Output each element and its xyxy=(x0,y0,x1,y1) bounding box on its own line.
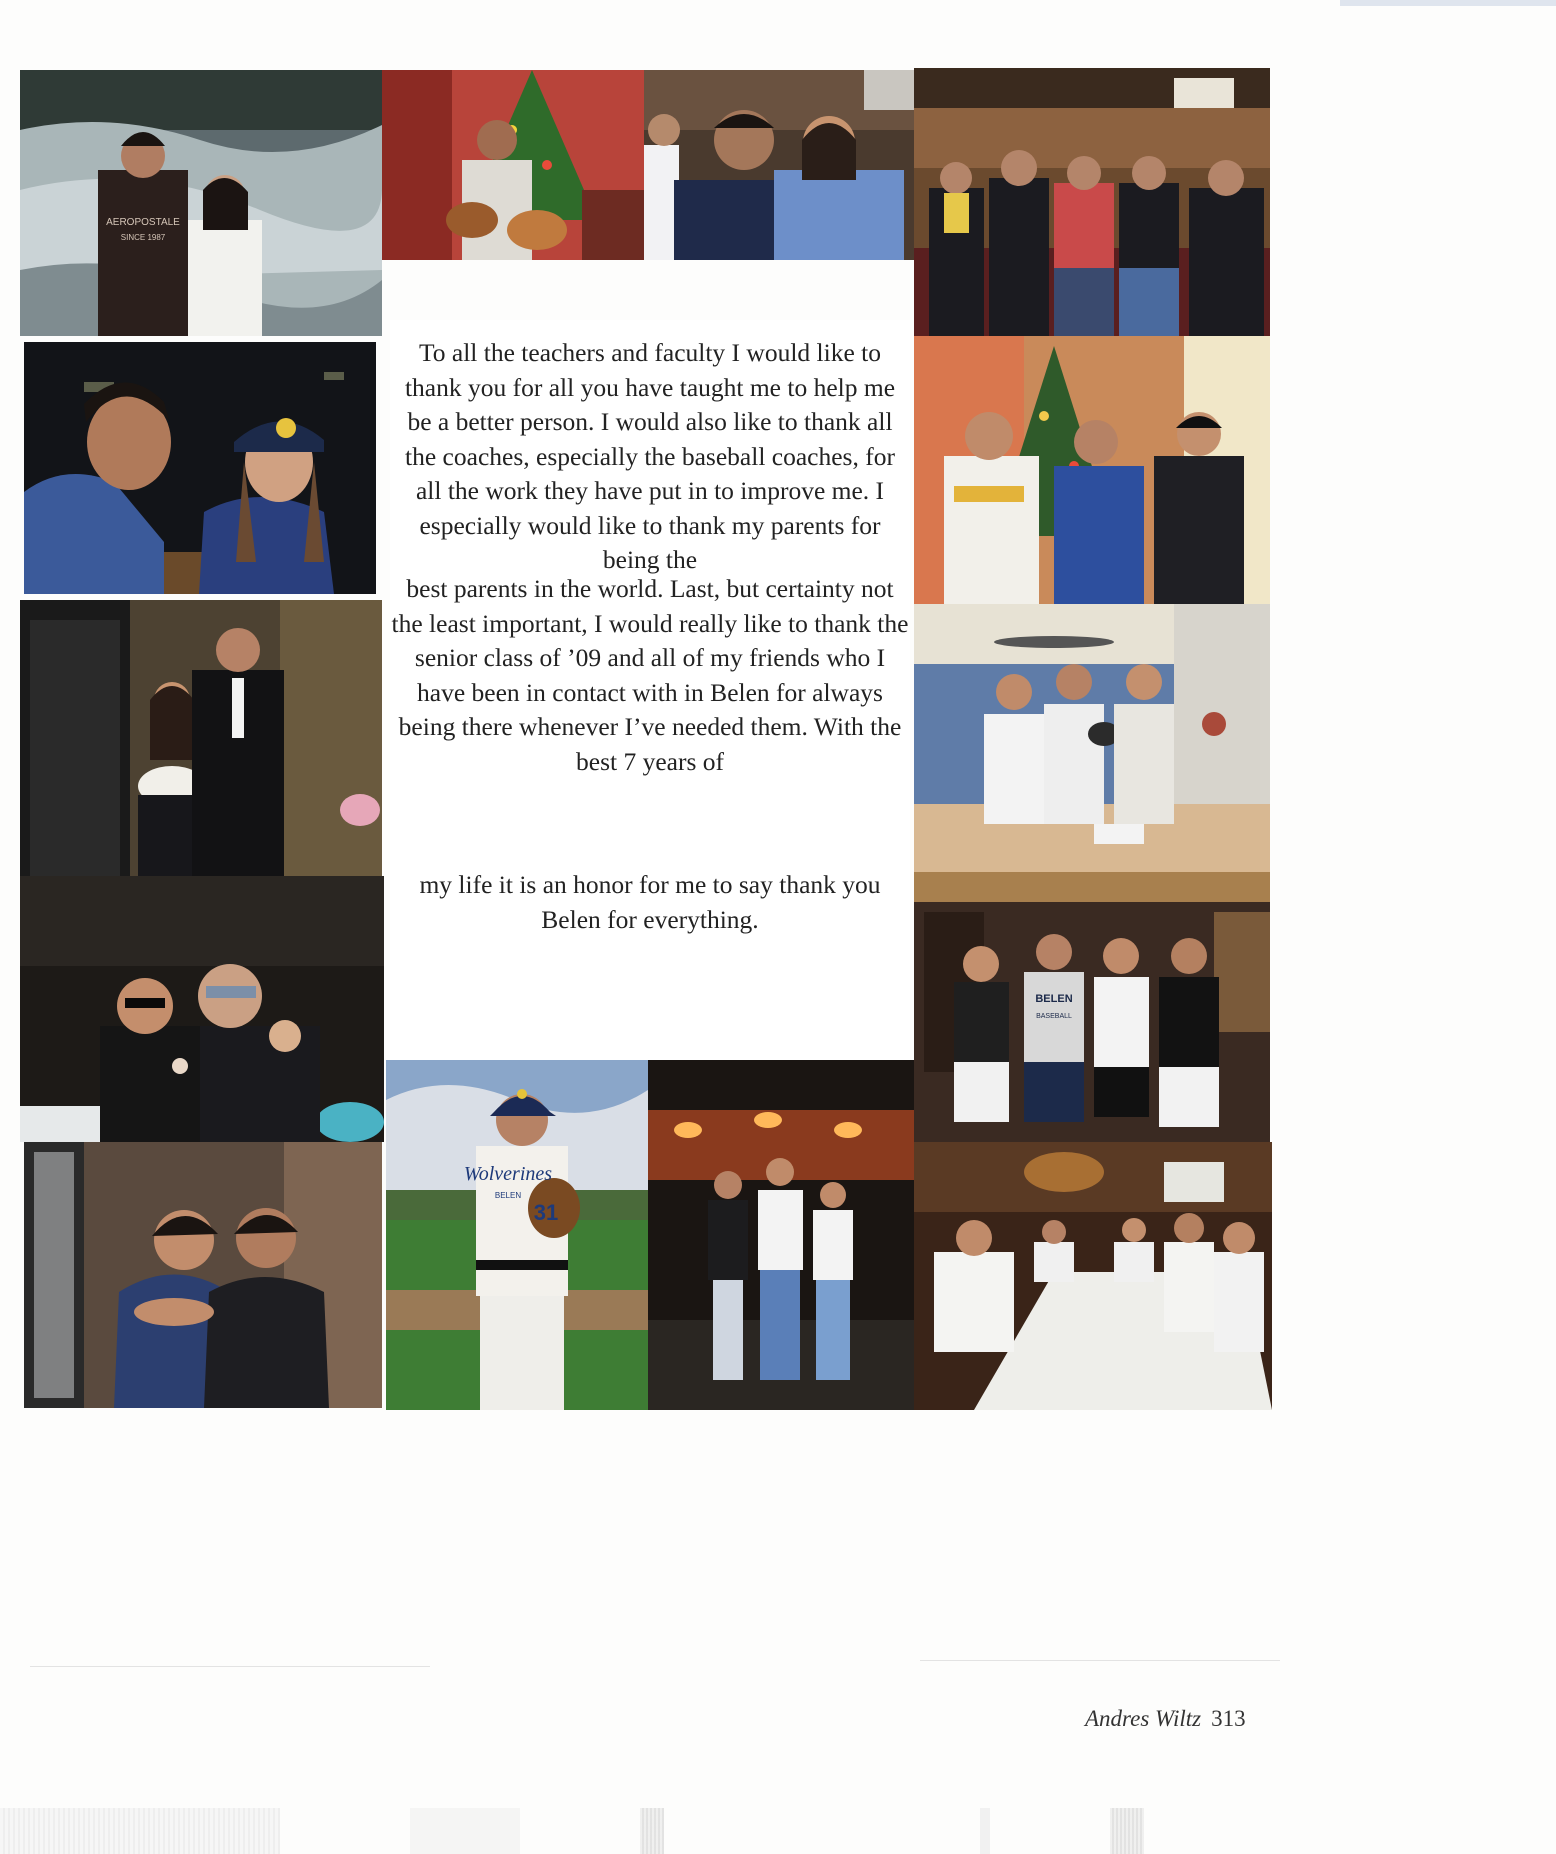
photo-baseball-player xyxy=(386,1060,648,1410)
baseball-shirt-sub-text: BASEBALL xyxy=(1036,1013,1072,1020)
photo-formal-couple xyxy=(20,600,382,876)
scan-edge xyxy=(1340,0,1556,6)
tribute-paragraph-1: To all the teachers and faculty I would like to thank you for all you have taught me to help me be a better person. I would also like to thank all the coaches, especially the baseball coaches, for all the work they have put in to improve me. I especially would like to thank my parents for being the xyxy=(404,338,896,574)
page-number: 313 xyxy=(1211,1706,1246,1731)
scan-artifact xyxy=(410,1808,520,1854)
photo-tongue-out-couple xyxy=(24,342,376,594)
photo-five-friends-couch xyxy=(914,68,1270,336)
photo-baseball-team-friends xyxy=(914,872,1270,1142)
photo-river-couple xyxy=(20,70,382,336)
photo-couple-restaurant xyxy=(644,70,914,260)
tribute-paragraph-3: my life it is an honor for me to say thank you Belen for everything. xyxy=(419,870,881,934)
photo-dinner-table xyxy=(914,1142,1272,1410)
photo-three-friends-night xyxy=(648,1060,914,1410)
scan-artifact xyxy=(640,1808,664,1854)
photo-two-friends-hug xyxy=(24,1142,382,1408)
tribute-text-block xyxy=(390,320,910,1060)
shirt-brand-text: AEROPOSTALE xyxy=(106,217,180,228)
page-footer xyxy=(1085,1706,1285,1740)
photo-friends-with-dog xyxy=(914,604,1270,872)
scan-artifact xyxy=(1110,1808,1144,1854)
baseball-shirt-text: BELEN xyxy=(1035,993,1073,1005)
photo-sunglasses-friends xyxy=(20,876,384,1142)
tribute-paragraph-2: best parents in the world. Last, but certainty not the least important, I would really like to thank the senior class of ’09 and all of my friends who I have been in contact with in Belen for always being there whenever I’ve needed them. With the best 7 years of xyxy=(391,574,909,776)
scan-artifact xyxy=(0,1808,280,1854)
photo-three-friends-tree xyxy=(914,336,1270,604)
photo-christmas-dogs xyxy=(382,70,644,260)
jersey-number-text: 31 xyxy=(533,1200,559,1225)
footer-rule-left xyxy=(30,1666,430,1667)
scan-artifact xyxy=(980,1808,990,1854)
jersey-school-text: BELEN xyxy=(494,1191,522,1200)
jersey-team-text: Wolverines xyxy=(463,1163,553,1185)
student-name: Andres Wiltz xyxy=(1085,1706,1202,1731)
footer-rule-right xyxy=(920,1660,1280,1661)
shirt-since-text: SINCE 1987 xyxy=(120,233,166,242)
